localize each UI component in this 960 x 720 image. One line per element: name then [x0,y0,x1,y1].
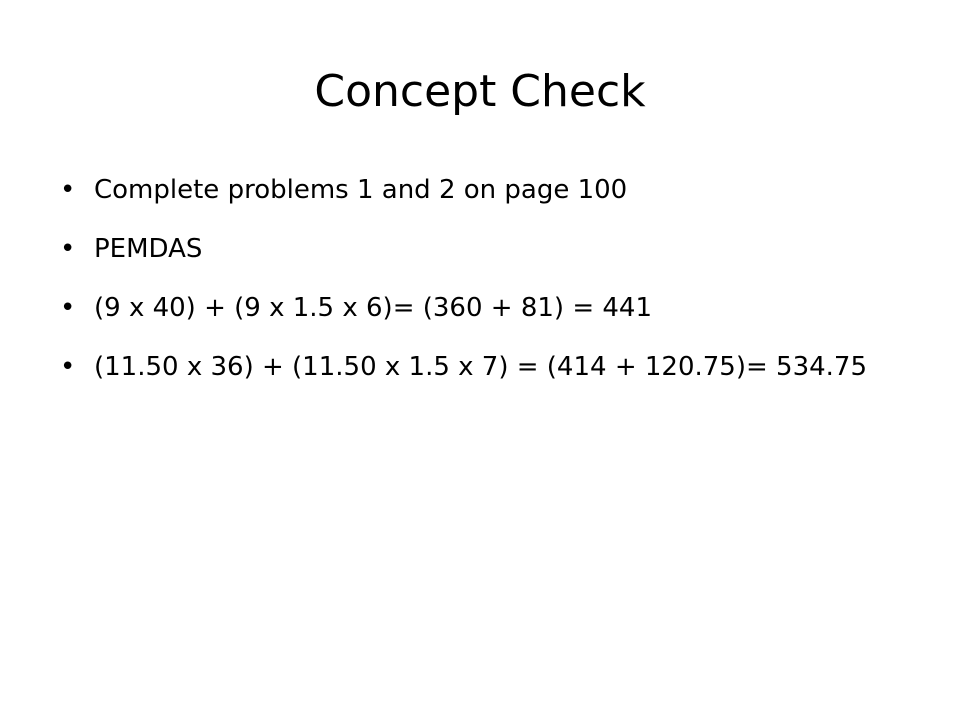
bullet-item-pemdas [60,229,880,269]
bullet-text: PEMDAS [94,234,203,264]
bullet-text: (11.50 x 36) + (11.50 x 1.5 x 7) = (414 + 120.75)= 534.75 [94,352,868,382]
bullet-icon: • [60,234,76,264]
bullet-item-equation-2 [60,347,880,387]
bullet-item-assignment [60,170,880,210]
bullet-list [60,170,880,406]
bullet-icon: • [60,175,76,205]
slide-title: Concept Check [314,66,646,117]
bullet-text: (9 x 40) + (9 x 1.5 x 6)= (360 + 81) = 441 [94,293,652,323]
bullet-icon: • [60,293,76,323]
bullet-icon: • [60,352,76,382]
bullet-text: Complete problems 1 and 2 on page 100 [94,175,628,205]
bullet-item-equation-1 [60,288,880,328]
